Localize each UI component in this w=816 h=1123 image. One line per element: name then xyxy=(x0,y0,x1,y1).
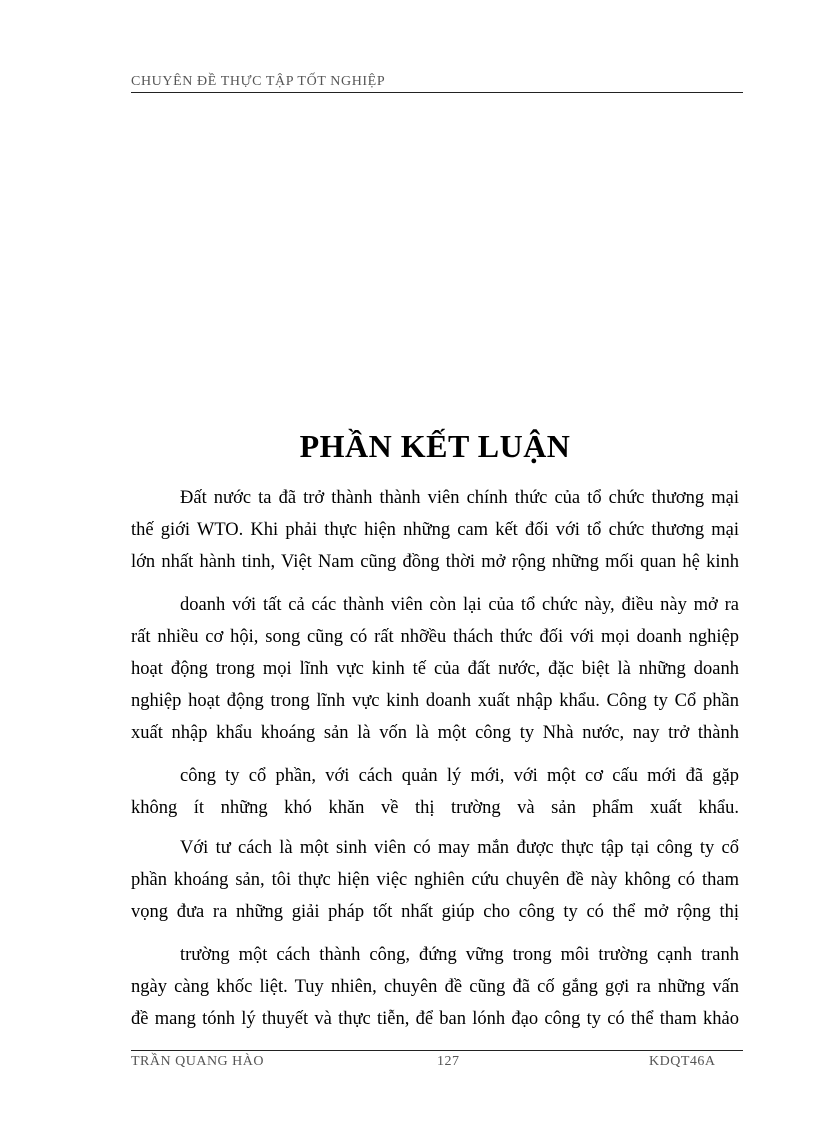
footer-author: TRẦN QUANG HÀO xyxy=(131,1054,264,1069)
text-line: Với tư cách là một sinh viên có may mắn được thực tập tại công ty cổ xyxy=(180,838,739,858)
section-title: PHẦN KẾT LUẬN xyxy=(299,428,571,464)
text-line: xuất nhập khẩu khoáng sản là vốn là một công ty Nhà nước, nay trở thành xyxy=(131,723,739,743)
text-line: vọng đưa ra những giải pháp tốt nhất giúp cho công ty có thể mở rộng thị xyxy=(131,902,739,922)
text-line: không ít những khó khăn về thị trường và sản phẩm xuất khẩu. xyxy=(131,798,739,818)
text-line: ngày càng khốc liệt. Tuy nhiên, chuyên đề cũng đã cố gắng gợi ra những vấn xyxy=(131,977,739,997)
footer-class-code: KDQT46A xyxy=(649,1054,716,1069)
text-line: hoạt động trong mọi lĩnh vực kinh tế của đất nước, đặc biệt là những doanh xyxy=(131,659,739,679)
text-line: Đất nước ta đã trở thành thành viên chính thức của tổ chức thương mại xyxy=(180,488,739,508)
text-line: doanh với tất cả các thành viên còn lại của tổ chức này, điều này mở ra xyxy=(180,595,739,615)
footer-rule xyxy=(131,1050,743,1051)
text-line: nghiệp hoạt động trong lĩnh vực kinh doanh xuất nhập khẩu. Công ty Cổ phần xyxy=(131,691,739,711)
text-line: thế giới WTO. Khi phải thực hiện những cam kết đối với tổ chức thương mại xyxy=(131,520,739,540)
text-line: trường một cách thành công, đứng vững trong môi trường cạnh tranh xyxy=(180,945,739,965)
page-header: CHUYÊN ĐỀ THỰC TẬP TỐT NGHIỆP xyxy=(131,74,386,89)
text-line: rất nhiều cơ hội, song cũng có rất nhỡều thách thức đối với mọi doanh nghiệp xyxy=(131,627,739,647)
text-line: phần khoáng sản, tôi thực hiện việc nghiên cứu chuyên đề này không có tham xyxy=(131,870,739,890)
page-number: 127 xyxy=(437,1054,460,1069)
text-line: công ty cổ phần, với cách quản lý mới, với một cơ cấu mới đã gặp xyxy=(180,766,739,786)
text-line: lớn nhất hành tinh, Việt Nam cũng đồng thời mở rộng những mối quan hệ kinh xyxy=(131,552,739,572)
text-line: đề mang tónh lý thuyết và thực tiễn, để ban lónh đạo công ty có thể tham khảo xyxy=(131,1009,739,1029)
header-rule xyxy=(131,92,743,93)
